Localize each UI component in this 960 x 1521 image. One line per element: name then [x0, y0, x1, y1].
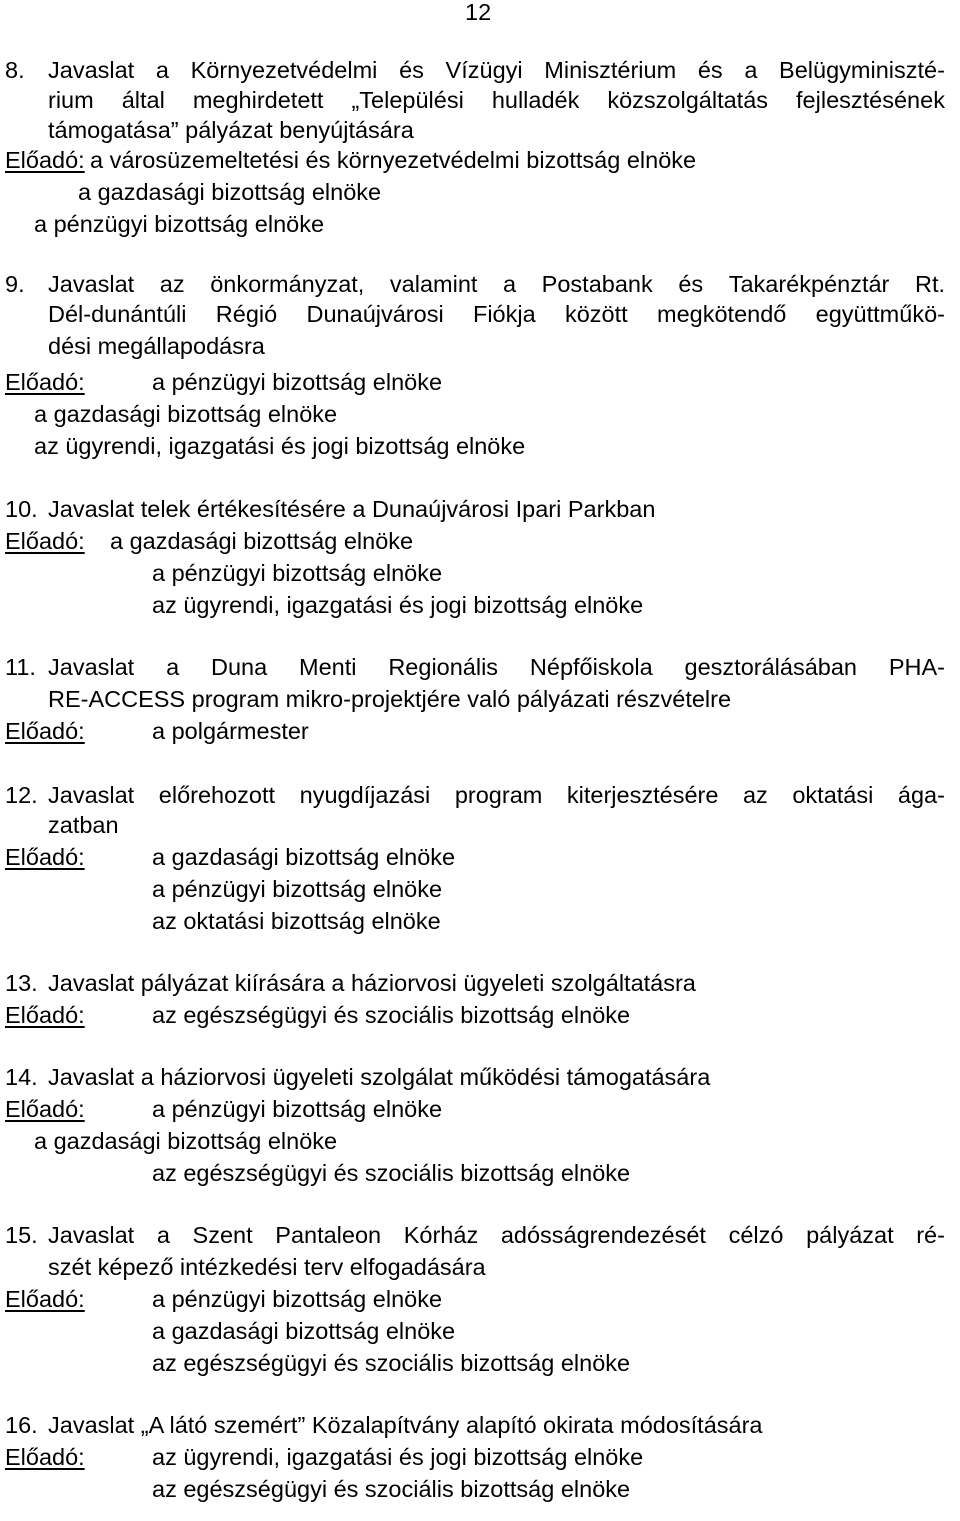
item-title-line: Javaslat a Duna Menti Regionális Népfőiskola gesztorálásában PHA-: [48, 654, 945, 680]
page-number: 12: [465, 0, 492, 25]
presenter-name: az ügyrendi, igazgatási és jogi bizottság elnöke: [34, 433, 526, 459]
presenter-name: a pénzügyi bizottság elnöke: [152, 1096, 443, 1122]
item-title-line: Javaslat „A látó szemért” Közalapítvány alapító okirata módosítására: [48, 1412, 763, 1438]
presenter-name: az egészségügyi és szociális bizottság elnöke: [152, 1476, 631, 1502]
presenter-name: a városüzemeltetési és környezetvédelmi bizottság elnöke: [90, 147, 697, 173]
item-number: 13.: [5, 970, 38, 996]
presenter-name: a gazdasági bizottság elnöke: [110, 528, 414, 554]
item-title-line: Javaslat telek értékesítésére a Dunaújvárosi Ipari Parkban: [48, 496, 656, 522]
item-title-line: Javaslat pályázat kiírására a háziorvosi ügyeleti szolgáltatásra: [48, 970, 696, 996]
item-title-line: Dél-dunántúli Régió Dunaújvárosi Fiókja között megkötendő együttműkö-: [48, 301, 945, 327]
presenter-name: a gazdasági bizottság elnöke: [78, 179, 382, 205]
item-number: 9.: [5, 271, 25, 297]
presenter-label: Előadó:: [5, 718, 85, 744]
item-title-line: támogatása” pályázat benyújtására: [48, 117, 414, 143]
item-number: 11.: [5, 654, 36, 680]
presenter-name: a pénzügyi bizottság elnöke: [152, 876, 443, 902]
presenter-label: Előadó:: [5, 1002, 85, 1028]
presenter-name: a pénzügyi bizottság elnöke: [152, 560, 443, 586]
item-number: 16.: [5, 1412, 38, 1438]
presenter-name: az egészségügyi és szociális bizottság elnöke: [152, 1002, 631, 1028]
presenter-label: Előadó:: [5, 528, 85, 554]
item-title-line: Javaslat a háziorvosi ügyeleti szolgálat működési támogatására: [48, 1064, 711, 1090]
presenter-name: a pénzügyi bizottság elnöke: [34, 211, 325, 237]
presenter-name: a pénzügyi bizottság elnöke: [152, 1286, 443, 1312]
item-title-line: Javaslat a Környezetvédelmi és Vízügyi Minisztérium és a Belügyminiszté-: [48, 57, 945, 83]
presenter-name: a gazdasági bizottság elnöke: [34, 401, 338, 427]
presenter-label: Előadó:: [5, 1286, 85, 1312]
presenter-label: Előadó:: [5, 844, 85, 870]
presenter-name: a gazdasági bizottság elnöke: [152, 1318, 456, 1344]
item-title-line: Javaslat az önkormányzat, valamint a Postabank és Takarékpénztár Rt.: [48, 271, 945, 297]
item-number: 8.: [5, 57, 25, 83]
item-title-line: Javaslat előrehozott nyugdíjazási program kiterjesztésére az oktatási ága-: [48, 782, 945, 808]
presenter-label: Előadó:: [5, 147, 85, 173]
presenter-name: az ügyrendi, igazgatási és jogi bizottság elnöke: [152, 1444, 644, 1470]
item-number: 14.: [5, 1064, 38, 1090]
presenter-name: a polgármester: [152, 718, 309, 744]
presenter-name: a pénzügyi bizottság elnöke: [152, 369, 443, 395]
item-title-line: dési megállapodásra: [48, 333, 265, 359]
presenter-name: a gazdasági bizottság elnöke: [152, 844, 456, 870]
item-number: 15.: [5, 1222, 38, 1248]
item-title-line: RE-ACCESS program mikro-projektjére való pályázati részvételre: [48, 686, 732, 712]
presenter-name: az ügyrendi, igazgatási és jogi bizottság elnöke: [152, 592, 644, 618]
presenter-name: a gazdasági bizottság elnöke: [34, 1128, 338, 1154]
item-title-line: szét képező intézkedési terv elfogadására: [48, 1254, 486, 1280]
presenter-label: Előadó:: [5, 369, 85, 395]
item-title-line: Javaslat a Szent Pantaleon Kórház adósságrendezését célzó pályázat ré-: [48, 1222, 945, 1248]
item-number: 12.: [5, 782, 38, 808]
presenter-label: Előadó:: [5, 1444, 85, 1470]
item-number: 10.: [5, 496, 38, 522]
presenter-name: az egészségügyi és szociális bizottság elnöke: [152, 1350, 631, 1376]
presenter-name: az oktatási bizottság elnöke: [152, 908, 441, 934]
presenter-name: az egészségügyi és szociális bizottság elnöke: [152, 1160, 631, 1186]
item-title-line: zatban: [48, 812, 119, 838]
presenter-label: Előadó:: [5, 1096, 85, 1122]
item-title-line: rium által meghirdetett „Települési hulladék közszolgáltatás fejlesztésének: [48, 87, 945, 113]
